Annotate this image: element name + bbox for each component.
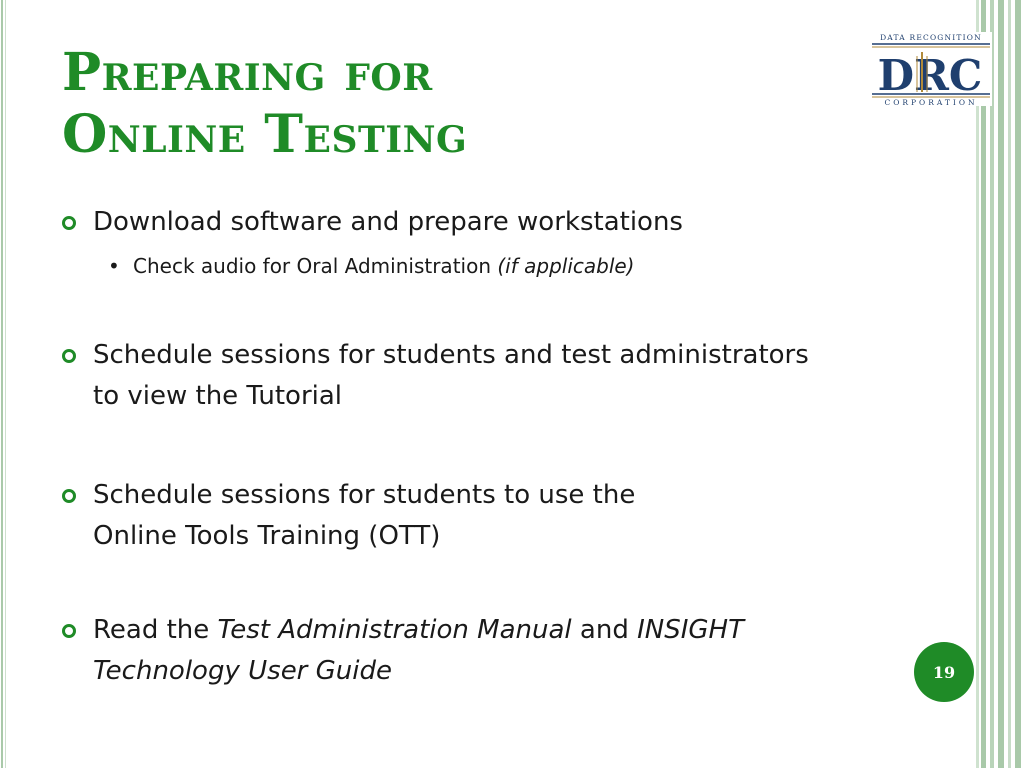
- bullet-ring-icon: [62, 624, 76, 638]
- left-border-stripe: [5, 0, 6, 768]
- bullet-text: Read the Test Administration Manual and INSIGHT Technology User Guide: [93, 615, 744, 686]
- bullet-dot-icon: •: [108, 254, 120, 278]
- left-border: [0, 0, 9, 768]
- bullet-text: Download software and prepare workstations: [93, 207, 683, 237]
- right-border-stripe: [981, 0, 986, 768]
- drc-logo: [870, 32, 992, 106]
- bullet-text: Schedule sessions for students to use the Online Tools Training (OTT): [93, 480, 636, 551]
- bullet-text: Schedule sessions for students and test administrators to view the Tutorial: [93, 340, 809, 411]
- bullet-ring-icon: [62, 349, 76, 363]
- logo-top-text: DATA RECOGNITION: [880, 33, 982, 42]
- bullet-ring-icon: [62, 489, 76, 503]
- right-border-stripe: [976, 0, 979, 768]
- right-border: [976, 0, 1024, 768]
- logo-letters: DRC: [877, 51, 983, 100]
- slide-title: [62, 42, 467, 166]
- logo-bottom-text: CORPORATION: [884, 98, 978, 106]
- title-line-2: Online Testing: [62, 104, 468, 165]
- left-border-stripe: [1, 0, 3, 768]
- right-border-stripe: [998, 0, 1004, 768]
- bullet-ring-icon: [62, 216, 76, 230]
- right-border-stripe: [1015, 0, 1021, 768]
- title-line-1: Preparing for: [62, 42, 433, 103]
- right-border-stripe: [990, 0, 994, 768]
- right-border-stripe: [1008, 0, 1011, 768]
- page-number-badge: [914, 642, 974, 702]
- page-number: 19: [932, 662, 956, 682]
- sub-bullet-text: Check audio for Oral Administration (if applicable): [133, 254, 635, 278]
